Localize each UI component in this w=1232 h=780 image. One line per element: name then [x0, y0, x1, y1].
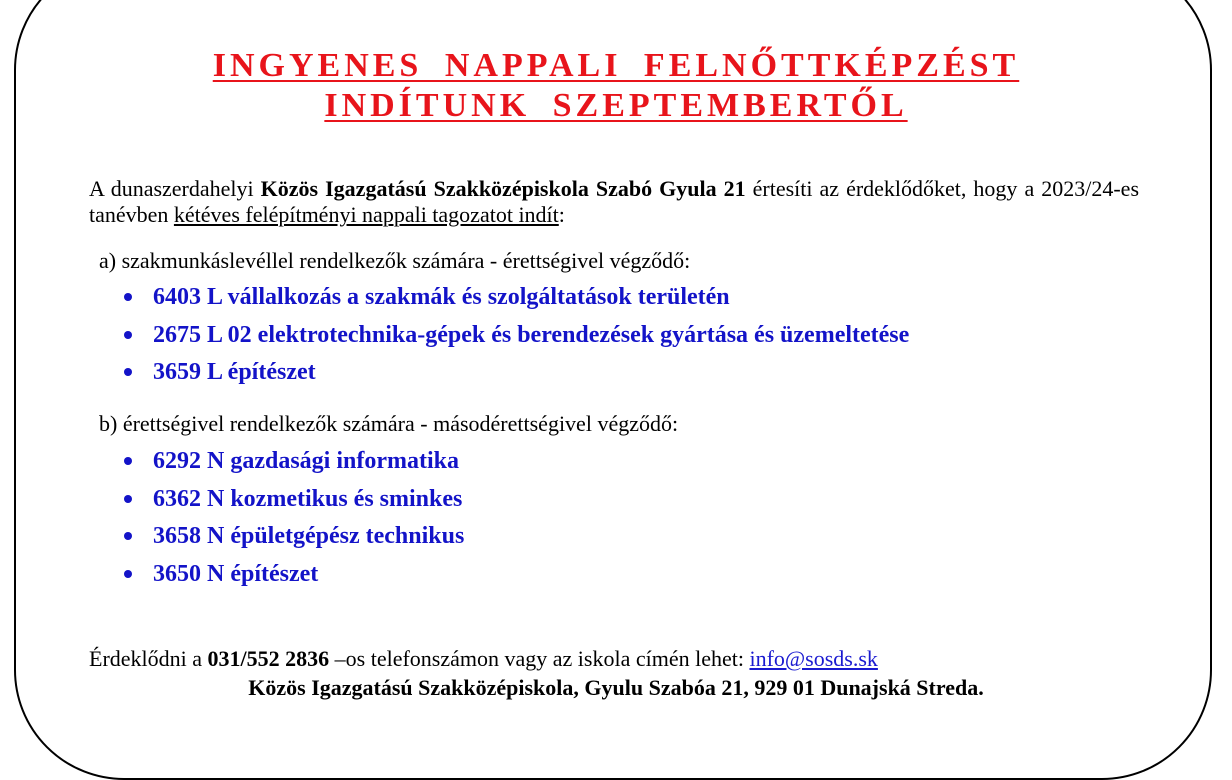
course-label: 3650 N építészet: [153, 560, 319, 587]
course-label: 2675 L 02 elektrotechnika-gépek és berendezések gyártása és üzemeltetése: [153, 321, 910, 348]
bullet-icon: [124, 331, 132, 339]
contact-prefix: Érdeklődni a: [89, 646, 208, 671]
group-a-course-list: [120, 283, 909, 396]
bullet-icon: [124, 570, 132, 578]
course-item: [120, 560, 464, 598]
email-link[interactable]: info@sosds.sk: [749, 646, 878, 671]
bullet-icon: [124, 457, 132, 465]
bullet-icon: [124, 368, 132, 376]
bullet-icon: [124, 293, 132, 301]
course-item: [120, 283, 909, 321]
school-name: Közös Igazgatású Szakközépiskola Szabó Gyula 21: [260, 176, 746, 201]
course-item: [120, 358, 909, 396]
intro-middle: értesíti az érdeklődőket, hogy a 2023/24-es tanévben: [89, 176, 1140, 227]
course-label: 6403 L vállalkozás a szakmák és szolgáltatások területén: [153, 284, 730, 310]
course-item: [120, 447, 464, 485]
bullet-icon: [124, 532, 132, 540]
bullet-icon: [124, 495, 132, 503]
intro-paragraph: [89, 176, 1139, 228]
phone-number: 031/552 2836: [207, 646, 330, 671]
intro-suffix: :: [558, 202, 565, 227]
course-item: [120, 321, 909, 359]
contact-middle: –os telefonszámon vagy az iskola címén lehet:: [329, 646, 750, 671]
course-item: [120, 485, 464, 523]
contact-line: [89, 646, 878, 672]
course-label: 3659 L építészet: [153, 359, 316, 385]
course-label: 6292 N gazdasági informatika: [153, 448, 459, 474]
group-a-label: a) szakmunkáslevéllel rendelkezők számára - érettségivel végződő:: [99, 248, 691, 273]
group-b-course-list: [120, 447, 464, 597]
school-address: Közös Igazgatású Szakközépiskola, Gyulu Szabóa 21, 929 01 Dunajská Streda.: [248, 675, 984, 700]
course-item: [120, 522, 464, 560]
course-label: 6362 N kozmetikus és sminkes: [153, 485, 463, 512]
group-b-label: b) érettségivel rendelkezők számára - másodérettségivel végződő:: [99, 411, 679, 436]
heading-line-2: INDÍTUNK SZEPTEMBERTŐL: [324, 87, 908, 124]
intro-prefix: A dunaszerdahelyi: [89, 176, 261, 201]
intro-underlined-offer: kétéves felépítményi nappali tagozatot indít: [173, 202, 559, 227]
heading-line-1: INGYENES NAPPALI FELNŐTTKÉPZÉST: [212, 47, 1020, 84]
course-label: 3658 N épületgépész technikus: [153, 523, 465, 549]
